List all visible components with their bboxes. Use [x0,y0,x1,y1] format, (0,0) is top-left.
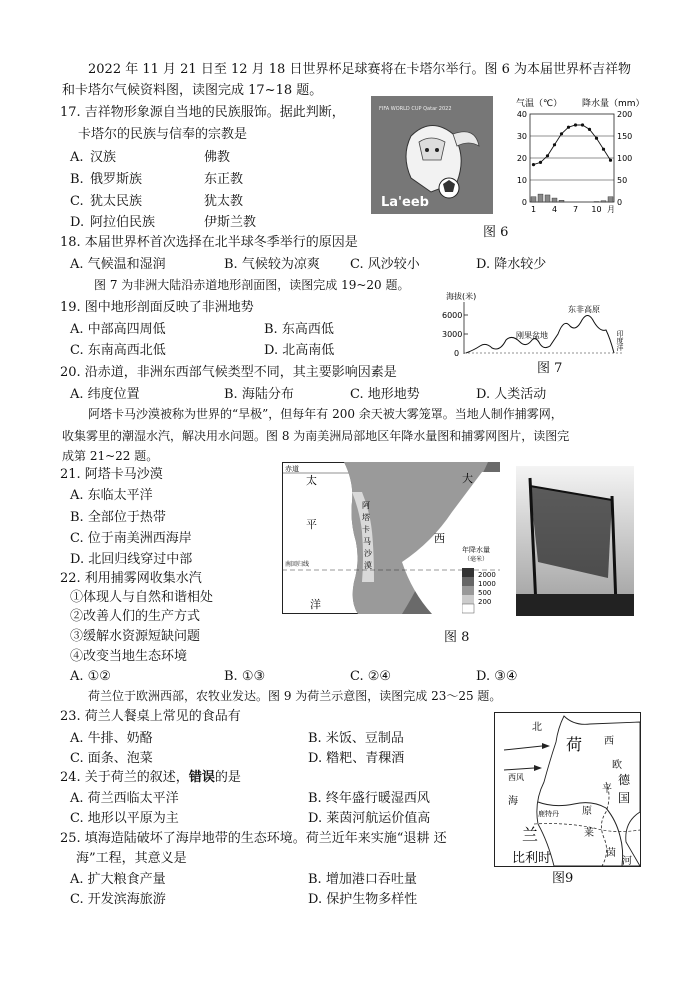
q24-option-a[interactable]: A. 荷兰西临太平洋 [70,791,179,806]
temperature-point [532,163,535,166]
pacific-char-2: 平 [306,518,317,531]
precip-tick-label: 100 [617,154,633,163]
temperature-point [553,143,556,146]
q21-option-c[interactable]: C. 位于南美洲西海岸 [70,531,192,546]
q23-option-a[interactable]: A. 牛排、奶酪 [70,731,153,746]
intro-line-2: 和卡塔尔气候资料图，读图完成 17~18 题。 [62,83,323,98]
river-char-2: 茵 [606,848,616,859]
plain-char-4: 原 [582,806,592,817]
belgium-label: 比利时 [512,851,552,866]
chart-right-label: 降水量（mm） [582,99,644,109]
temp-tick-label: 40 [516,110,527,119]
equator-label: 赤道 [285,465,299,473]
pacific-char-3: 洋 [310,598,321,611]
q24-stem [60,769,241,786]
q25-option-c[interactable]: C. 开发滨海旅游 [70,892,166,907]
germany-char-1: 德 [618,773,631,787]
atacama-char-6: 漠 [364,561,372,570]
q25-stem-2: 海”工程，其意义是 [76,851,187,866]
temp-tick-label: 20 [516,154,527,163]
legend-1000: 1000 [478,580,496,588]
q22-option-c[interactable]: C. ②④ [350,669,392,684]
plain-char-2: 欧 [612,760,622,771]
precip-bar [552,198,557,202]
q21-option-b[interactable]: B. 全部位于热带 [70,510,166,525]
precip-tick-label: 50 [617,176,628,185]
q17-option-a-nation: 汉族 [90,150,117,165]
legend-500: 500 [478,589,492,597]
q23-stem: 23. 荷兰人餐桌上常见的食品有 [60,709,241,724]
temperature-point [602,148,605,151]
temperature-point [588,128,591,131]
atacama-char-4: 马 [363,537,371,546]
atacama-char-2: 塔 [362,513,370,522]
precip-tick-label: 200 [617,110,633,119]
legend-200: 200 [478,598,492,606]
month-tick-label: 4 [551,205,558,214]
q19-option-c[interactable]: C. 东南高西北低 [70,343,166,358]
q21-option-d[interactable]: D. 北回归线穿过中部 [70,552,193,567]
month-tick-label: 10 [591,205,602,214]
fig7-tick-3000: 3000 [442,330,463,339]
q22-option-d[interactable]: D. ③④ [476,669,518,684]
q19-option-d[interactable]: D. 北高南低 [264,343,335,358]
legend-2000: 2000 [478,571,496,579]
netherlands-intro: 荷兰位于欧洲西部，农牧业发达。图 9 为荷兰示意图，读图完成 23～25 题。 [88,689,502,703]
fig7-intro: 图 7 为非洲大陆沿赤道地形剖面图，读图完成 19~20 题。 [94,278,410,292]
q17-option-c-religion: 犹太教 [204,194,244,209]
fig9-caption: 图9 [552,871,574,886]
precip-bar [545,195,550,202]
q18-option-b[interactable]: B. 气候较为凉爽 [224,257,320,272]
precip-bar [601,201,606,202]
fig7-tick-0: 0 [454,349,460,358]
temp-tick-label: 30 [516,132,527,141]
atlantic-char-1: 大 [462,472,473,485]
q17-option-d-letter[interactable]: D. [70,215,85,230]
q17-option-c-letter[interactable]: C. [70,194,84,209]
netherlands-map [494,712,641,867]
temperature-point [560,132,563,135]
q17-option-b-religion: 东正教 [204,172,244,187]
climate-chart [510,96,644,224]
temperature-point [546,154,549,157]
q20-option-a[interactable]: A. 纬度位置 [70,387,140,402]
netherlands-char-2: 兰 [522,825,539,844]
atlantic-char-2: 西 [434,532,445,545]
q20-option-b[interactable]: B. 海陆分布 [224,387,294,402]
q21-stem: 21. 阿塔卡马沙漠 [60,467,163,482]
westerly-label: 西风 [508,773,524,782]
q17-stem-2: 卡塔尔的民族与信奉的宗教是 [78,127,248,142]
q17-option-d-nation: 阿拉伯民族 [90,215,156,230]
month-tick-label: 7 [572,205,579,214]
q22-item-3: ③缓解水资源短缺问题 [70,629,201,644]
q24-stem-post: 的是 [214,770,241,785]
q21-option-a[interactable]: A. 东临太平洋 [70,488,153,503]
q25-stem: 25. 填海造陆破坏了海岸地带的生态环境。荷兰近年来实施“退耕 还 [60,831,447,846]
fog-net-photo [516,466,634,616]
fig7-caption: 图 7 [537,361,563,376]
temperature-point [581,123,584,126]
precip-bar [531,197,536,202]
q22-item-1: ①体现人与自然和谐相处 [70,590,214,605]
temperature-point [567,126,570,129]
tropic-label: 南回归线 [285,561,310,568]
fig7-label-basin: 刚果盆地 [516,331,548,340]
legend-title: 年降水量 [462,546,490,554]
temp-tick-label: 0 [521,198,527,207]
q18-option-a[interactable]: A. 气候温和湿润 [70,257,166,272]
temperature-point [539,161,542,164]
fig7-label-plateau: 东非高原 [568,305,600,314]
atacama-char-3: 卡 [362,525,370,534]
atacama-intro-3: 成第 21~22 题。 [62,449,159,463]
q18-option-c[interactable]: C. 风沙较小 [350,257,420,272]
chart-left-label: 气温（℃） [516,99,563,109]
q24-option-c[interactable]: C. 地形以平原为主 [70,811,179,826]
q17-option-b-letter[interactable]: B. [70,172,84,187]
precip-tick-label: 0 [617,198,623,207]
q19-option-b[interactable]: B. 东高西低 [264,322,334,337]
q22-item-2: ②改善人们的生产方式 [70,609,201,624]
atacama-char-5: 沙 [364,549,372,558]
fig7-label-ocean: 印度洋 [616,330,624,351]
mascot-name: La'eeb [381,195,429,210]
q17-option-b-nation: 俄罗斯族 [90,172,143,187]
q22-option-a[interactable]: A. ①② [70,669,111,684]
netherlands-char-1: 荷 [566,735,583,754]
q24-option-b[interactable]: B. 终年盛行暖湿西风 [308,791,430,806]
q25-option-a[interactable]: A. 扩大粮食产量 [70,872,166,887]
river-char-1: 莱 [584,828,594,839]
q20-stem: 20. 沿赤道，非洲东西部气候类型不同，其主要影响因素是 [60,365,397,380]
north-label: 北 [532,722,542,733]
q17-stem: 17. 吉祥物形象源自当地的民族服饰。据此判断， [60,105,345,120]
atacama-intro-2: 收集雾里的潮湿水汽，解决用水问题。图 8 为南美洲局部地区年降水量图和捕雾网图片，读图完 [62,429,570,443]
temp-tick-label: 10 [516,176,527,185]
river-char-3: 河 [622,856,632,867]
q20-option-d[interactable]: D. 人类活动 [476,387,547,402]
svg-text:（毫米）: （毫米） [464,556,489,563]
q19-stem: 19. 图中地形剖面反映了非洲地势 [60,300,254,315]
q23-option-d[interactable]: D. 糌粑、青稞酒 [308,751,405,766]
q18-stem: 18. 本届世界杯首次选择在北半球冬季举行的原因是 [60,235,358,250]
precip-bar [538,194,543,202]
precip-tick-label: 150 [617,132,633,141]
q24-stem-pre: 24. 关于荷兰的叙述， [60,770,189,785]
plain-char-1: 西 [604,736,614,747]
q17-option-c-nation: 犹太民族 [90,194,143,209]
q23-option-b[interactable]: B. 米饭、豆制品 [308,731,404,746]
precip-bar [559,200,564,202]
intro-line-1: 2022 年 11 月 21 日至 12 月 18 日世界杯足球赛将在卡塔尔举行。图 6 为本届世界杯吉祥物 [88,62,631,77]
q19-option-a[interactable]: A. 中部高四周低 [70,322,166,337]
fig7-ylabel: 海拔(米) [446,292,477,301]
fig7-tick-6000: 6000 [442,311,463,320]
q22-stem: 22. 利用捕雾网收集水汽 [60,571,202,586]
germany-char-2: 国 [618,791,631,805]
temperature-point [595,137,598,140]
sea-label: 海 [508,796,518,807]
atacama-intro-1: 阿塔卡马沙漠被称为世界的“旱极”，但每年有 200 余天被大雾笼罩。当地人制作捕雾网， [88,407,563,421]
q24-option-d[interactable]: D. 莱茵河航运价值高 [308,811,431,826]
month-tick-label: 1 [530,205,537,214]
temperature-point [609,159,612,162]
q23-option-c[interactable]: C. 面条、泡菜 [70,751,153,766]
plain-char-3: 平 [602,784,612,795]
fig8-caption: 图 8 [444,630,470,645]
fig6-caption: 图 6 [483,225,509,240]
q20-option-c[interactable]: C. 地形地势 [350,387,420,402]
mascot-image [371,96,493,214]
q22-option-b[interactable]: B. ①③ [224,669,266,684]
fifa-logo-text: FIFA WORLD CUP Qatar 2022 [379,106,452,112]
city-label: 鹿特丹 [538,810,559,818]
q17-option-a-letter[interactable]: A. [70,150,84,165]
temperature-point [574,123,577,126]
q24-stem-bold: 错误 [188,770,215,785]
q22-item-4: ④改变当地生态环境 [70,649,188,664]
temperature-line [534,125,611,165]
precip-legend [462,544,516,614]
month-tick-label: 月 [607,205,615,214]
q25-option-b[interactable]: B. 增加港口吞吐量 [308,872,417,887]
atacama-char-1: 阿 [362,501,370,510]
q17-option-d-religion: 伊斯兰教 [204,215,257,230]
pacific-char-1: 太 [306,474,317,487]
precip-bar [608,197,613,202]
q17-option-a-religion: 佛教 [204,150,231,165]
q25-option-d[interactable]: D. 保护生物多样性 [308,892,418,907]
q18-option-d[interactable]: D. 降水较少 [476,257,547,272]
